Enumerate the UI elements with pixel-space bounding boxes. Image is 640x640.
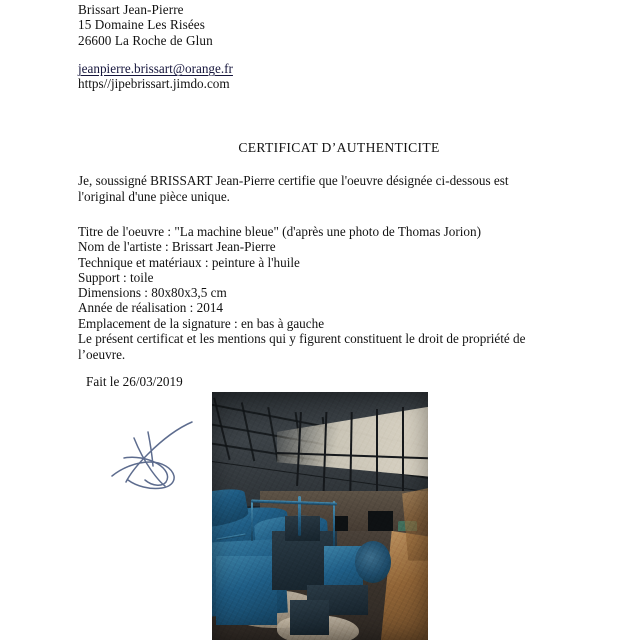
detail-row-dimensions: Dimensions : 80x80x3,5 cm [78,285,227,301]
detail-row-artist: Nom de l'artiste : Brissart Jean-Pierre [78,239,276,255]
date-line: Fait le 26/03/2019 [86,374,183,389]
detail-row-year: Année de réalisation : 2014 [78,300,224,316]
sender-city: 26600 La Roche de Glun [78,32,213,48]
artwork-photo [212,392,428,640]
email-link[interactable]: jeanpierre.brissart@orange.fr [78,61,233,76]
sender-name: Brissart Jean-Pierre [78,2,184,17]
artwork-details-list [78,224,558,331]
detail-row-signature-location: Emplacement de la signature : en bas à gauche [78,315,325,331]
detail-row-support: Support : toile [78,269,154,285]
detail-row-title: Titre de l'oeuvre : "La machine bleue" (d'après une photo de Thomas Jorion) [78,224,481,239]
photo-vignette [212,392,428,640]
website-text: https//jipebrissart.jimdo.com [78,76,230,92]
artwork-photo-scene [212,392,428,640]
intro-paragraph: Je, soussigné BRISSART Jean-Pierre certifie que l'oeuvre désignée ci-dessous est l'original d'une pièce unique. [78,173,509,204]
signature-mark [104,414,200,496]
closing-paragraph: Le présent certificat et les mentions qui y figurent constituent le droit de propriété de l’oeuvre. [78,331,526,362]
detail-row-technique: Technique et matériaux : peinture à l'huile [78,254,300,270]
sender-street: 15 Domaine Les Risées [78,17,205,33]
signature-icon [104,414,200,496]
sender-contact-block [78,61,233,92]
page-title: CERTIFICAT D’AUTHENTICITE [238,140,440,155]
sender-address-block [78,2,213,48]
